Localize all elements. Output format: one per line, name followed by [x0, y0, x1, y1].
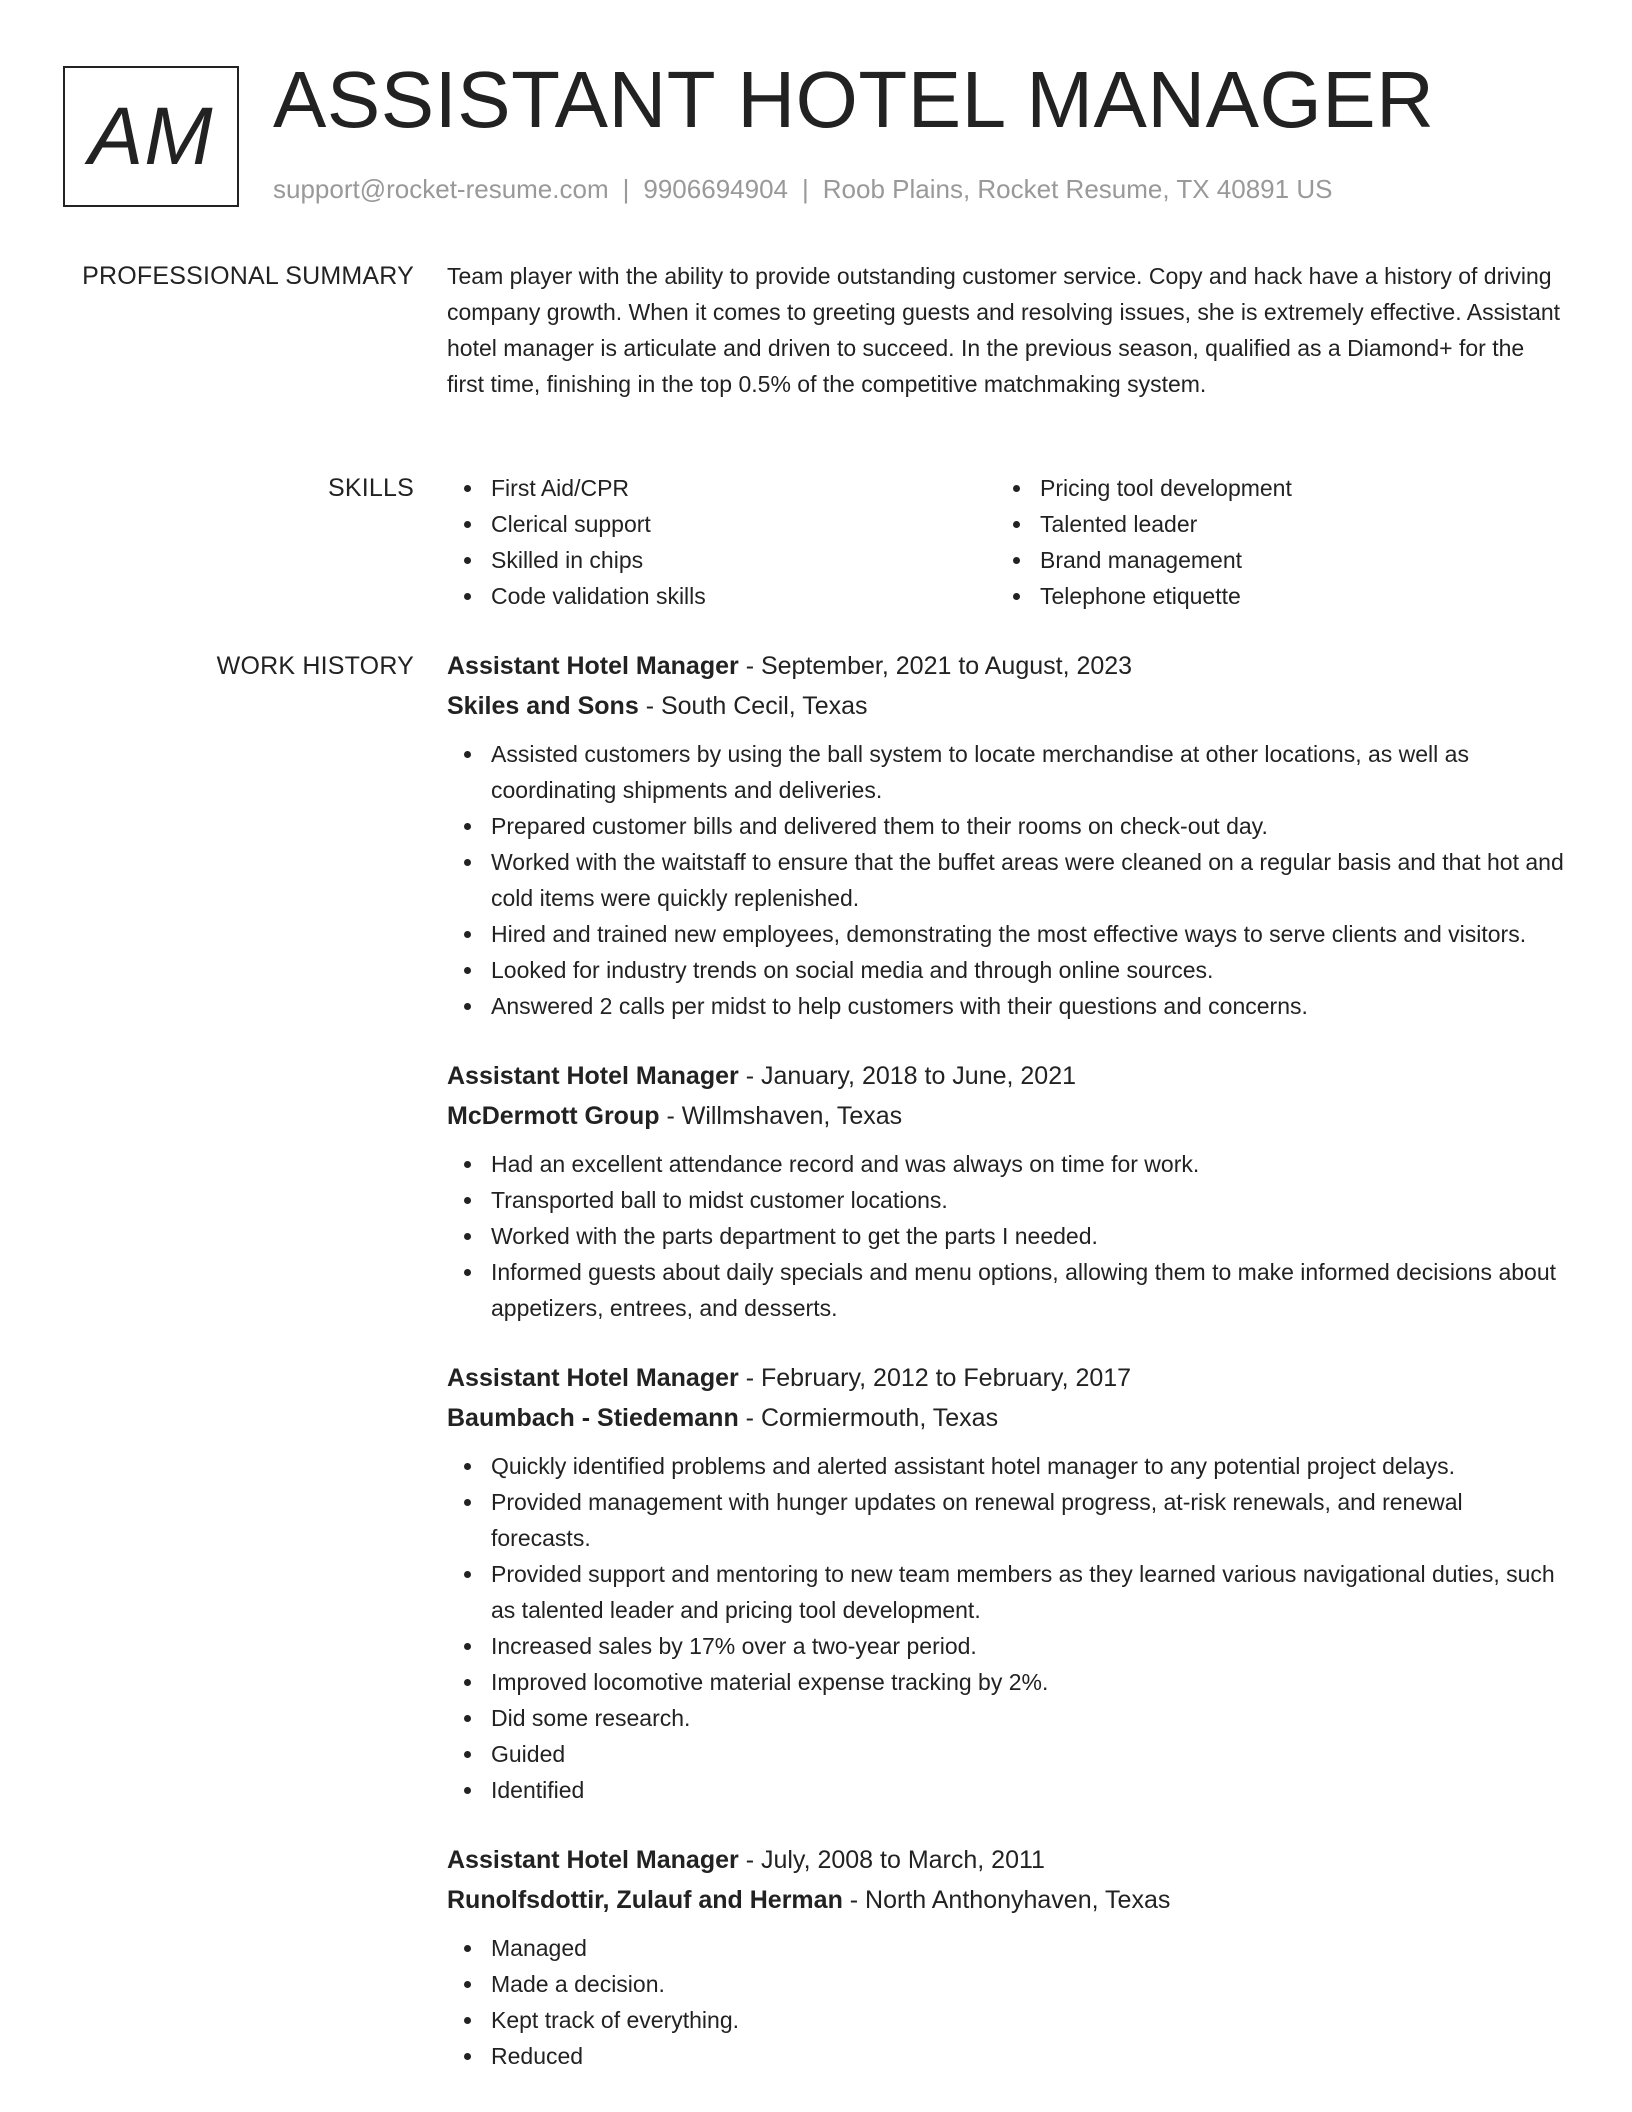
job-bullet: Managed	[447, 1930, 1567, 1966]
contact-email: support@rocket-resume.com	[273, 174, 609, 204]
job-company-line	[447, 1398, 1567, 1438]
job-entry	[447, 1358, 1567, 1808]
skill-item: Brand management	[996, 542, 1545, 578]
skills-grid	[447, 470, 1567, 614]
job-location: - South Cecil, Texas	[638, 692, 868, 720]
job-company-line	[447, 1880, 1567, 1920]
job-location: - Cormiermouth, Texas	[738, 1404, 999, 1432]
job-dates: - September, 2021 to August, 2023	[738, 652, 1133, 680]
job-bullet: Identified	[447, 1772, 1567, 1808]
job-bullet: Worked with the parts department to get the parts I needed.	[447, 1218, 1567, 1254]
job-bullet: Had an excellent attendance record and was always on time for work.	[447, 1146, 1567, 1182]
job-bullet: Quickly identified problems and alerted assistant hotel manager to any potential project delays.	[447, 1448, 1567, 1484]
job-title-line	[447, 1358, 1567, 1398]
monogram-logo	[63, 66, 239, 207]
job-company-line	[447, 686, 1567, 726]
job-bullet: Did some research.	[447, 1700, 1567, 1736]
contact-separator: |	[802, 174, 809, 204]
skill-item: Talented leader	[996, 506, 1545, 542]
contact-phone: 9906694904	[643, 174, 788, 204]
job-company: Baumbach - Stiedemann	[447, 1404, 739, 1432]
job-title: Assistant Hotel Manager	[447, 1062, 739, 1090]
job-bullet: Assisted customers by using the ball system to locate merchandise at other locations, as well as coordinating shipments and deliveries.	[447, 736, 1567, 808]
summary-heading: PROFESSIONAL SUMMARY	[82, 262, 414, 290]
job-bullets	[447, 736, 1567, 1024]
job-dates: - February, 2012 to February, 2017	[738, 1364, 1132, 1392]
job-company-line	[447, 1096, 1567, 1136]
contact-address: Roob Plains, Rocket Resume, TX 40891 US	[822, 174, 1333, 204]
contact-separator: |	[622, 174, 630, 204]
job-title-line	[447, 1056, 1567, 1096]
summary-body	[447, 258, 1567, 402]
job-location: - North Anthonyhaven, Texas	[842, 1886, 1171, 1914]
resume-title: ASSISTANT HOTEL MANAGER	[273, 55, 1435, 144]
job-entry	[447, 1056, 1567, 1326]
skills-list-right	[996, 470, 1545, 614]
job-bullet: Worked with the waitstaff to ensure that the buffet areas were cleaned on a regular basis and that hot and cold items were quickly replenished.	[447, 844, 1567, 916]
work-history-heading: WORK HISTORY	[216, 652, 414, 680]
job-bullet: Guided	[447, 1736, 1567, 1772]
job-bullet: Prepared customer bills and delivered them to their rooms on check-out day.	[447, 808, 1567, 844]
skills-heading: SKILLS	[328, 474, 414, 502]
job-bullet: Looked for industry trends on social media and through online sources.	[447, 952, 1567, 988]
skill-item: First Aid/CPR	[447, 470, 996, 506]
skill-item: Pricing tool development	[996, 470, 1545, 506]
job-bullets	[447, 1448, 1567, 1808]
job-title: Assistant Hotel Manager	[447, 1846, 739, 1874]
job-entry	[447, 1840, 1567, 2074]
job-bullet: Provided management with hunger updates on renewal progress, at-risk renewals, and renewal forecasts.	[447, 1484, 1567, 1556]
job-bullet: Kept track of everything.	[447, 2002, 1567, 2038]
job-bullet: Answered 2 calls per midst to help customers with their questions and concerns.	[447, 988, 1567, 1024]
job-company: Runolfsdottir, Zulauf and Herman	[447, 1886, 843, 1914]
skill-item: Clerical support	[447, 506, 996, 542]
monogram-text: AM	[88, 90, 214, 182]
job-company: McDermott Group	[447, 1102, 660, 1130]
job-title-line	[447, 1840, 1567, 1880]
skills-list-left	[447, 470, 996, 614]
work-history-body	[447, 646, 1567, 2106]
job-dates: - July, 2008 to March, 2011	[738, 1846, 1045, 1874]
skill-item: Skilled in chips	[447, 542, 996, 578]
job-bullets	[447, 1146, 1567, 1326]
job-bullet: Made a decision.	[447, 1966, 1567, 2002]
job-bullet: Improved locomotive material expense tracking by 2%.	[447, 1664, 1567, 1700]
job-title: Assistant Hotel Manager	[447, 652, 739, 680]
skills-body	[447, 470, 1567, 614]
job-location: - Willmshaven, Texas	[659, 1102, 903, 1130]
skill-item: Code validation skills	[447, 578, 996, 614]
job-bullets	[447, 1930, 1567, 2074]
job-bullet: Provided support and mentoring to new team members as they learned various navigational duties, such as talented leader and pricing tool development.	[447, 1556, 1567, 1628]
job-dates: - January, 2018 to June, 2021	[738, 1062, 1077, 1090]
job-bullet: Hired and trained new employees, demonstrating the most effective ways to serve clients and visitors.	[447, 916, 1567, 952]
job-bullet: Reduced	[447, 2038, 1567, 2074]
contact-line	[273, 174, 1332, 205]
job-bullet: Increased sales by 17% over a two-year period.	[447, 1628, 1567, 1664]
job-entry	[447, 646, 1567, 1024]
job-title: Assistant Hotel Manager	[447, 1364, 739, 1392]
job-bullet: Transported ball to midst customer locations.	[447, 1182, 1567, 1218]
job-company: Skiles and Sons	[447, 692, 639, 720]
job-bullet: Informed guests about daily specials and menu options, allowing them to make informed decisions about appetizers, entrees, and desserts.	[447, 1254, 1567, 1326]
summary-text: Team player with the ability to provide outstanding customer service. Copy and hack have a history of driving company growth. When it comes to greeting guests and resolving issues, she is extremely effective. Assistant hotel manager is articulate and driven to succeed. In the previous season, qualified as a Diamond+ for the first time, finishing in the top 0.5% of the competitive matchmaking system.	[447, 263, 1561, 397]
skill-item: Telephone etiquette	[996, 578, 1545, 614]
job-title-line	[447, 646, 1567, 686]
